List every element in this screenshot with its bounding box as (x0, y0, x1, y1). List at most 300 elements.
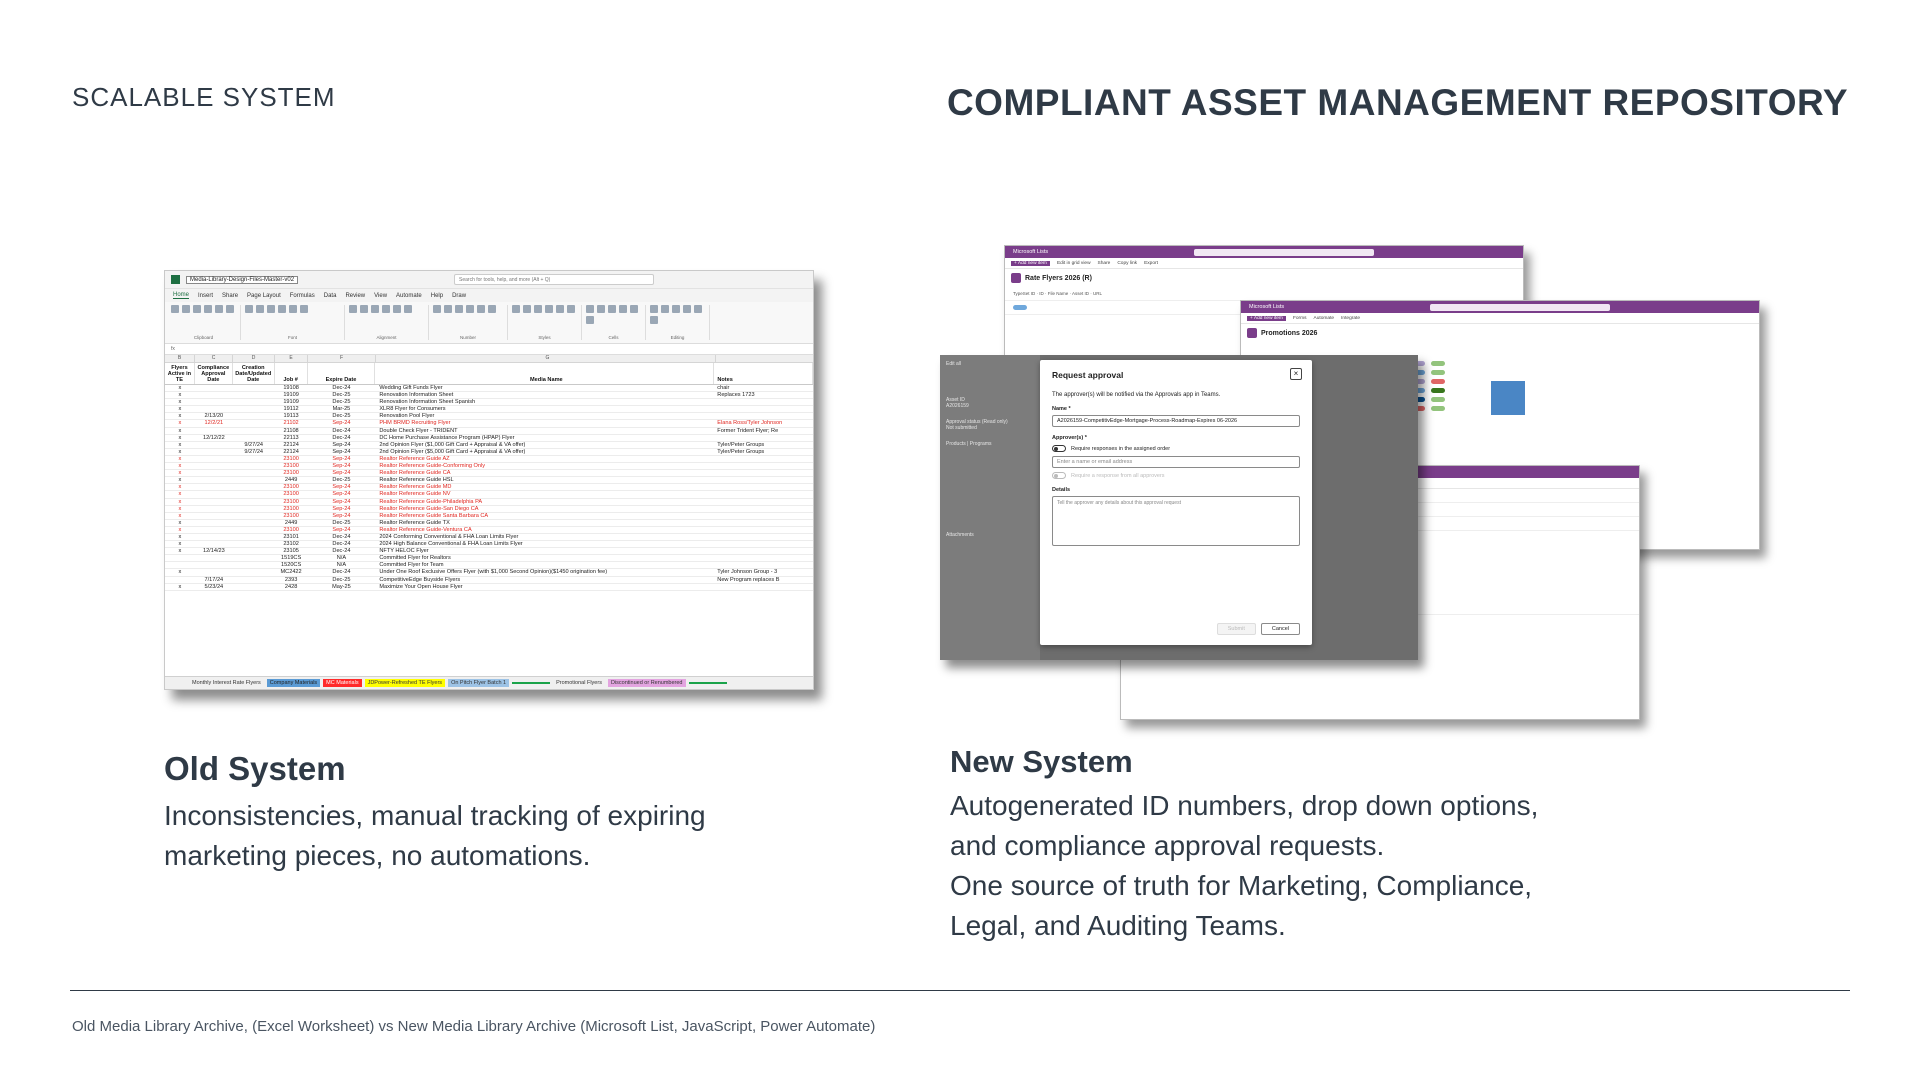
table-cell (714, 555, 813, 561)
ribbon-tool-icon (171, 305, 179, 313)
table-cell: x (178, 448, 182, 455)
ribbon-group (349, 305, 429, 340)
details-label: Details (1052, 487, 1071, 493)
table-row (165, 392, 813, 399)
table-cell (714, 470, 813, 476)
old-desc-line-1: Inconsistencies, manual tracking of expiring (164, 800, 706, 831)
ribbon-group (586, 305, 646, 340)
lists-search-box (1194, 249, 1374, 256)
table-cell (165, 577, 195, 583)
table-cell: 9/27/24 (244, 441, 264, 448)
ribbon-tool-icon (597, 305, 605, 313)
table-cell: 23100 (283, 526, 299, 533)
ribbon-tool-icon (619, 305, 627, 313)
table-cell: 23100 (283, 484, 299, 491)
table-cell: 22113 (283, 434, 299, 441)
table-cell: Renovation Pool Flyer (379, 413, 435, 420)
ribbon-tool-icon (382, 305, 390, 313)
ribbon-group (245, 305, 345, 340)
table-cell: Sep-24 (332, 491, 351, 498)
table-cell (195, 456, 233, 462)
table-cell: Sep-24 (332, 420, 351, 427)
dialog-title: Request approval (1052, 370, 1124, 380)
table-cell (233, 548, 275, 554)
table-cell: Replaces 1723 (717, 392, 755, 399)
table-cell: 2449 (284, 477, 298, 484)
dialog-buttons (1217, 623, 1300, 635)
ribbon-group (433, 305, 508, 340)
table-cell: Tyler/Peter Groups (717, 448, 765, 455)
table-cell: Realtor Reference Guide-San Diego CA (379, 505, 479, 512)
table-cell (195, 463, 233, 469)
ribbon-group-label: Alignment (376, 335, 397, 340)
all-approvers-toggle-label: Require a response from all approvers (1071, 472, 1165, 479)
table-cell: Realtor Reference Guide TX (379, 519, 450, 526)
ribbon-tool-icon (512, 305, 520, 313)
table-cell: Under One Roof Exclusive Offers Flyer (with $1,000 Second Opinion)($1450 origination fee) (379, 569, 608, 576)
table-cell (233, 513, 275, 519)
table-row (165, 534, 813, 541)
ribbon-group (171, 305, 241, 340)
excel-title-bar (165, 271, 813, 289)
table-row (165, 399, 813, 406)
table-cell: chair (717, 385, 730, 391)
table-cell: 9/27/24 (244, 448, 264, 455)
lists-app-bar (1005, 246, 1523, 258)
order-toggle-row (1052, 445, 1300, 452)
old-system-heading: Old System (164, 750, 346, 787)
table-cell: Committed Flyer for Realtors (379, 555, 451, 562)
table-cell (195, 520, 233, 526)
table-cell (195, 555, 233, 561)
table-cell (233, 569, 275, 575)
table-cell: Dec-24 (332, 541, 351, 548)
excel-menu-item: Share (222, 292, 239, 299)
table-cell (233, 491, 275, 497)
table-cell (714, 499, 813, 505)
table-cell: 23101 (283, 533, 299, 540)
table-cell: x (178, 519, 182, 526)
table-cell: May-25 (332, 583, 351, 590)
table-cell: 2449 (284, 519, 298, 526)
ribbon-tool-icon (215, 305, 223, 313)
table-cell: 7/17/24 (204, 576, 224, 583)
ribbon-tool-icon (444, 305, 452, 313)
table-cell: Tyler/Peter Groups (717, 441, 765, 448)
details-textarea: Tell the approver any details about this approval request (1052, 496, 1300, 546)
table-row (165, 470, 813, 477)
close-icon: × (1290, 368, 1302, 380)
sheet-tab: MC Materials (323, 679, 361, 687)
table-cell: 23100 (283, 463, 299, 470)
table-cell (195, 477, 233, 483)
table-cell (233, 470, 275, 476)
section-eyebrow: SCALABLE SYSTEM (72, 82, 336, 112)
table-cell: Sep-24 (332, 455, 351, 462)
table-cell: 5/23/24 (204, 583, 224, 590)
table-cell: x (178, 498, 182, 505)
table-cell (195, 513, 233, 519)
table-cell: 2024 Conforming Conventional & FHA Loan Limits Flyer (379, 533, 519, 540)
table-row (165, 562, 813, 569)
ribbon-tool-icon (349, 305, 357, 313)
column-letter: B (165, 355, 195, 362)
ribbon-tool-icon (608, 305, 616, 313)
table-cell: Dec-25 (332, 519, 351, 526)
table-cell (714, 477, 813, 483)
table-cell: x (178, 455, 182, 462)
edit-side-panel (940, 355, 1040, 660)
cmd-share: Share (1097, 260, 1111, 266)
list-header-row: TypeSet ID · ID · File Name · Asset ID · URL (1005, 287, 1523, 301)
table-row (165, 449, 813, 456)
table-row (165, 513, 813, 520)
sheet-tab (689, 682, 727, 684)
ribbon-tool-icon (193, 305, 201, 313)
approver-input: Enter a name or email address (1052, 456, 1300, 468)
page-title: COMPLIANT ASSET MANAGEMENT REPOSITORY (946, 82, 1848, 123)
table-cell: 19108 (283, 385, 299, 391)
table-cell (233, 477, 275, 483)
table-cell (714, 527, 813, 533)
ribbon-group (650, 305, 710, 340)
excel-logo-icon (171, 275, 180, 284)
ribbon-tool-icon (672, 305, 680, 313)
table-row (165, 435, 813, 442)
table-row (165, 584, 813, 591)
table-cell (714, 520, 813, 526)
table-cell (714, 435, 813, 441)
cmd-forms: Forms (1292, 315, 1307, 321)
all-approvers-toggle-row (1052, 472, 1300, 479)
order-toggle (1052, 445, 1066, 452)
ribbon-tool-icon (488, 305, 496, 313)
table-cell: x (178, 399, 182, 406)
table-cell (195, 541, 233, 547)
table-cell: x (178, 583, 182, 590)
table-cell (714, 562, 813, 568)
table-cell: x (178, 441, 182, 448)
table-cell: XLR8 Flyer for Consumers (379, 406, 446, 413)
excel-column-headers (165, 355, 813, 363)
table-cell (195, 506, 233, 512)
table-cell: N/A (336, 555, 347, 562)
table-cell: Dec-24 (332, 434, 351, 441)
attachments-label: Attachments (946, 532, 974, 538)
table-cell (714, 413, 813, 419)
table-cell (714, 584, 813, 590)
table-cell (233, 463, 275, 469)
ribbon-tool-icon (650, 305, 658, 313)
table-cell (233, 577, 275, 583)
add-new-item-button-2: + Add new item (1247, 316, 1286, 321)
request-approval-dialog (1040, 360, 1312, 645)
approval-status-value: Not submitted (946, 425, 977, 431)
old-system-description (164, 796, 706, 876)
cancel-button: Cancel (1261, 623, 1300, 635)
ribbon-tool-icon (245, 305, 253, 313)
sheet-tab: Monthly Interest Rate Flyers (189, 679, 264, 687)
ribbon-icons (650, 305, 705, 324)
table-cell (195, 442, 233, 448)
table-cell: x (178, 526, 182, 533)
new-desc-line-3: One source of truth for Marketing, Compliance, (950, 870, 1533, 901)
table-cell: 1520CS (280, 562, 302, 569)
ribbon-group-label: Cells (608, 335, 619, 340)
table-cell: 12/12/22 (202, 434, 225, 441)
table-cell (233, 392, 275, 398)
excel-header-row (165, 363, 813, 385)
table-row (165, 520, 813, 527)
excel-menu-item: Data (323, 292, 337, 299)
table-cell (195, 470, 233, 476)
ribbon-group-label: Styles (538, 335, 551, 340)
excel-menu-item: View (374, 292, 388, 299)
lists-app-name-2: Microsoft Lists (1249, 304, 1285, 310)
table-cell (233, 584, 275, 590)
table-row (165, 491, 813, 498)
table-cell: Dec-24 (332, 548, 351, 555)
cmd-integrate: Integrate (1341, 315, 1361, 321)
table-cell: x (178, 477, 182, 484)
table-cell: Tyler Johnson Group - 3 (717, 569, 778, 576)
sheet-tab: Promotional Flyers (553, 679, 605, 687)
table-cell: 23100 (283, 498, 299, 505)
table-cell: x (178, 427, 182, 434)
table-cell: Sep-24 (332, 512, 351, 519)
cmd-automate: Automate (1313, 315, 1335, 321)
cmd-edit-grid: Edit in grid view (1056, 260, 1091, 266)
ribbon-icons (512, 305, 577, 313)
table-cell (714, 534, 813, 540)
table-cell: 22124 (283, 441, 299, 448)
table-cell: NFTY HELOC Flyer (379, 548, 429, 555)
excel-menu-item: Insert (198, 292, 214, 299)
ribbon-tool-icon (534, 305, 542, 313)
sheet-tab: Discontinued or Renumbered (608, 679, 686, 687)
table-cell (195, 406, 233, 412)
excel-menu-item: Review (345, 292, 366, 299)
lists-app-bar-2 (1241, 301, 1759, 313)
table-cell (233, 527, 275, 533)
ribbon-tool-icon (256, 305, 264, 313)
table-cell (233, 534, 275, 540)
table-cell: 2428 (284, 583, 298, 590)
table-cell: 23102 (283, 541, 299, 548)
sheet-tab: JDPower-Refreshed TE Flyers (365, 679, 445, 687)
ribbon-tool-icon (267, 305, 275, 313)
table-cell (714, 399, 813, 405)
table-row (165, 463, 813, 470)
excel-sheet-tabs (165, 676, 813, 689)
table-row (165, 506, 813, 513)
sheet-tab (512, 682, 550, 684)
excel-menu-item: Home (173, 292, 190, 298)
ribbon-tool-icon (477, 305, 485, 313)
table-row (165, 428, 813, 435)
excel-screenshot (164, 270, 814, 690)
table-cell (233, 406, 275, 412)
table-cell: Sep-24 (332, 448, 351, 455)
list-icon-2 (1247, 328, 1257, 338)
table-cell (233, 562, 275, 568)
approval-status-label: Approval status (Read only) (946, 419, 1008, 425)
lists-search-box-2 (1430, 304, 1610, 311)
table-cell: 21102 (283, 420, 299, 427)
table-cell: x (178, 420, 182, 427)
table-cell: x (178, 385, 182, 391)
column-letter: G (376, 355, 716, 362)
table-row (165, 477, 813, 484)
table-cell: Dec-24 (332, 533, 351, 540)
list-title-text-2: Promotions 2026 (1261, 329, 1318, 337)
table-cell: Realtor Reference Guide-Ventura CA (379, 526, 472, 533)
table-cell: 23100 (283, 505, 299, 512)
table-cell (233, 499, 275, 505)
list-title-text: Rate Flyers 2026 (R) (1025, 274, 1092, 282)
table-row (165, 569, 813, 576)
table-cell: 1519CS (280, 555, 302, 562)
table-cell: 22124 (283, 448, 299, 455)
table-cell: 21108 (283, 427, 299, 434)
ribbon-tool-icon (433, 305, 441, 313)
table-cell: x (178, 484, 182, 491)
table-cell (714, 491, 813, 497)
table-cell: x (178, 406, 182, 413)
table-cell: 2/13/20 (204, 413, 224, 420)
table-cell (714, 406, 813, 412)
table-cell (714, 484, 813, 490)
excel-formula-bar: fx (165, 344, 813, 355)
table-cell (714, 548, 813, 554)
approvers-label: Approver(s) * (1052, 435, 1087, 441)
table-cell: Sep-24 (332, 505, 351, 512)
table-cell: Mar-25 (332, 406, 351, 413)
table-cell: Sep-24 (332, 526, 351, 533)
submit-button: Submit (1217, 623, 1256, 635)
table-cell (195, 491, 233, 497)
table-cell: Maximize Your Open House Flyer (379, 583, 463, 590)
table-cell (233, 420, 275, 426)
table-cell: DC Home Purchase Assistance Program (HPAP) Flyer (379, 434, 515, 441)
table-cell: Sep-24 (332, 498, 351, 505)
table-cell: x (178, 470, 182, 477)
table-cell: Former Trident Flyer; Re (717, 427, 779, 434)
products-label: Products | Programs (946, 441, 992, 447)
column-letter: D (233, 355, 275, 362)
table-cell (233, 413, 275, 419)
table-cell: 23105 (283, 548, 299, 555)
new-system-description (950, 786, 1538, 946)
table-cell: 19112 (283, 406, 299, 413)
table-cell (165, 562, 195, 568)
table-cell: Realtor Reference Guide-Philadelphia PA (379, 498, 483, 505)
sheet-tab: Company Materials (267, 679, 320, 687)
table-cell: 19109 (283, 392, 299, 399)
ribbon-tool-icon (360, 305, 368, 313)
table-cell: x (178, 548, 182, 555)
table-cell (195, 527, 233, 533)
ribbon-tool-icon (586, 316, 594, 324)
table-cell: Wedding Gift Funds Flyer (379, 385, 443, 391)
lists-command-bar (1005, 258, 1523, 269)
table-row (165, 442, 813, 449)
table-cell (195, 399, 233, 405)
excel-grid (165, 363, 813, 591)
name-label: Name * (1052, 406, 1071, 412)
table-cell: x (178, 434, 182, 441)
ribbon-tool-icon (523, 305, 531, 313)
table-cell: 23100 (283, 491, 299, 498)
excel-search-box: Search for tools, help, and more (Alt + Q) (454, 274, 654, 285)
table-cell: x (178, 491, 182, 498)
table-cell: Double Check Flyer - TRIDENT (379, 427, 458, 434)
table-cell: x (178, 505, 182, 512)
ribbon-tool-icon (556, 305, 564, 313)
table-row (165, 484, 813, 491)
table-cell: 23100 (283, 455, 299, 462)
table-cell: x (178, 512, 182, 519)
table-cell: Dec-24 (332, 427, 351, 434)
table-cell: x (178, 569, 182, 576)
table-row (165, 527, 813, 534)
table-cell: Dec-25 (332, 392, 351, 399)
ribbon-group-label: Clipboard (193, 335, 214, 340)
table-cell: Dec-25 (332, 576, 351, 583)
excel-menu-item: Page Layout (247, 292, 281, 299)
sheet-tab: On Pitch Flyer Batch 1 (448, 679, 509, 687)
table-cell (714, 463, 813, 469)
ribbon-tool-icon (204, 305, 212, 313)
ribbon-tool-icon (586, 305, 594, 313)
header-creation: Creation Date/Updated Date (233, 363, 275, 384)
table-cell (233, 385, 275, 391)
table-cell: Sep-24 (332, 470, 351, 477)
table-row (165, 456, 813, 463)
table-row (165, 555, 813, 562)
table-cell (233, 541, 275, 547)
table-cell: x (178, 413, 182, 420)
ribbon-icons (349, 305, 424, 313)
ribbon-tool-icon (404, 305, 412, 313)
header-active: Flyers Active in TE (165, 363, 195, 384)
table-cell: New Program replaces B (717, 576, 780, 583)
table-cell: Dec-25 (332, 477, 351, 484)
table-cell (195, 385, 233, 391)
excel-menu-item: Formulas (289, 292, 315, 299)
ribbon-tool-icon (683, 305, 691, 313)
asset-id-value: A2026159 (946, 403, 969, 409)
ribbon-tool-icon (661, 305, 669, 313)
table-cell (165, 555, 195, 561)
dialog-note: The approver(s) will be notified via the Approvals app in Teams. (1052, 392, 1221, 398)
table-cell (195, 499, 233, 505)
table-cell (233, 520, 275, 526)
table-cell (714, 456, 813, 462)
table-cell (195, 449, 233, 455)
table-cell (233, 456, 275, 462)
ribbon-icons (586, 305, 641, 324)
table-row (165, 420, 813, 427)
table-cell (233, 399, 275, 405)
table-cell (195, 534, 233, 540)
new-desc-line-1: Autogenerated ID numbers, drop down options, (950, 790, 1539, 821)
lists-app-name: Microsoft Lists (1013, 249, 1049, 255)
table-row (165, 541, 813, 548)
table-cell (195, 484, 233, 490)
table-cell: Dec-25 (332, 413, 351, 420)
cmd-export: Export (1144, 260, 1158, 266)
